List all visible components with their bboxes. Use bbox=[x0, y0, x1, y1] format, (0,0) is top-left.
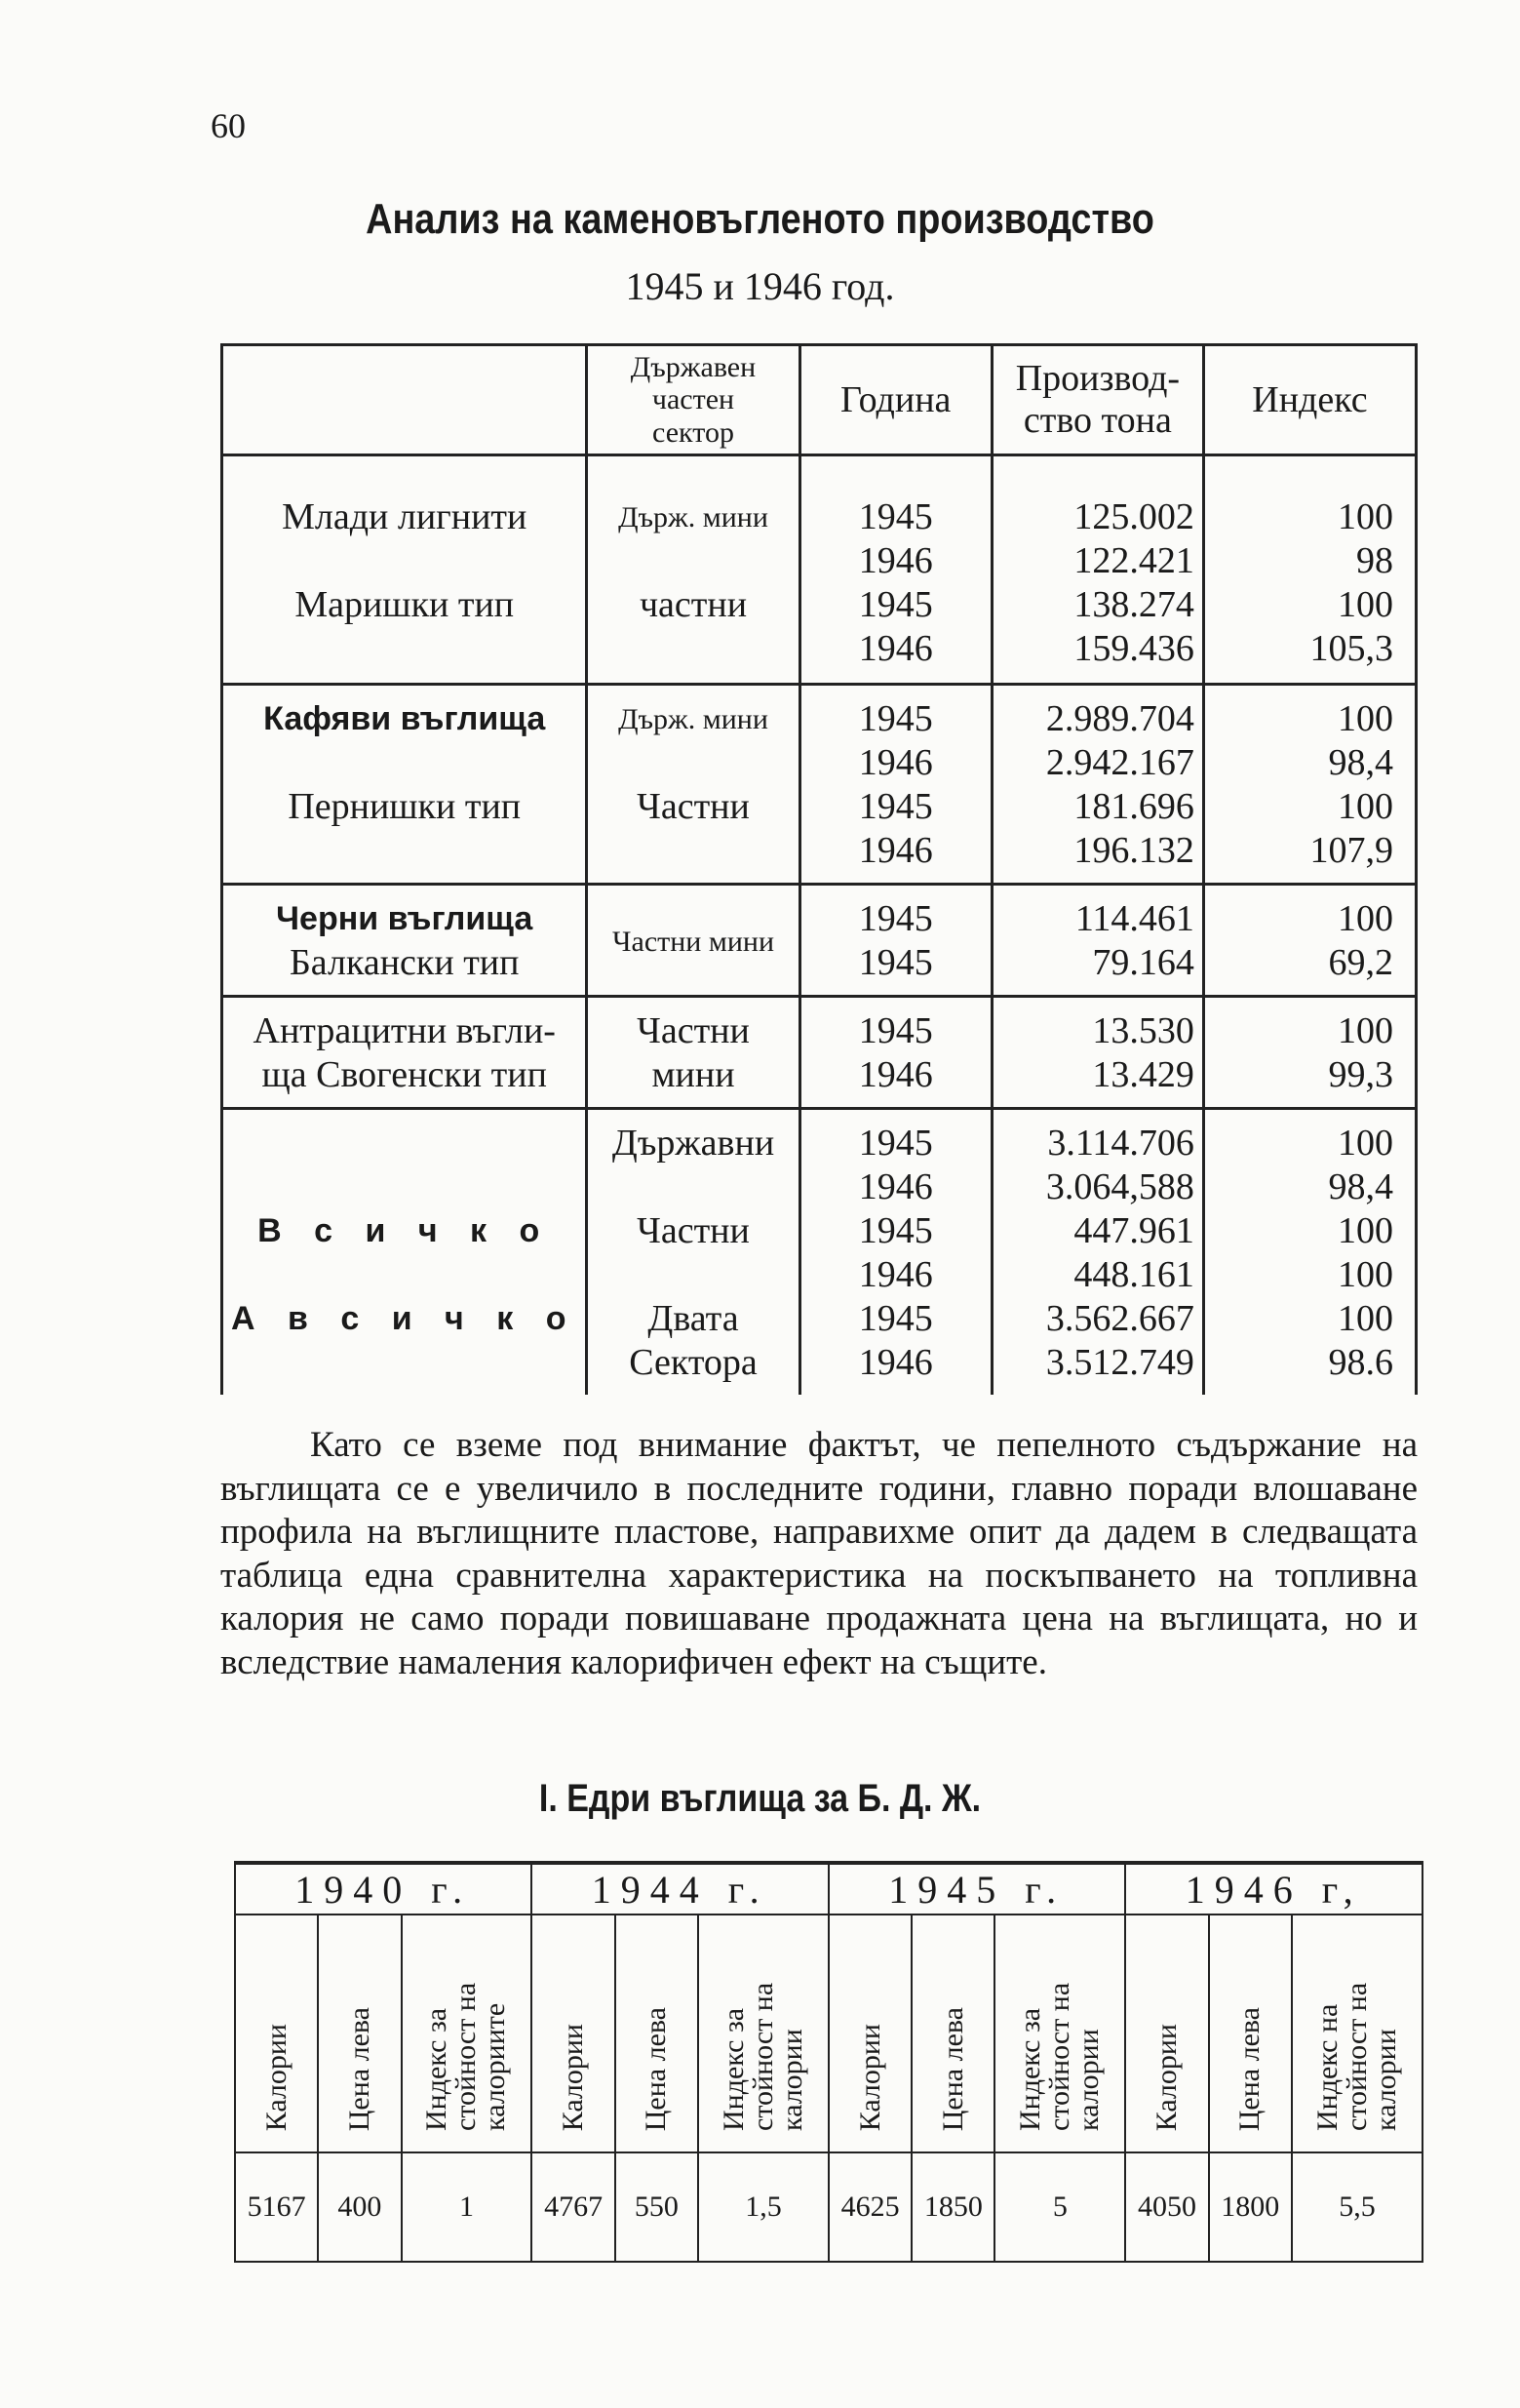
value-cell: 4625 bbox=[829, 2152, 912, 2262]
group-index-line: 100 bbox=[1338, 786, 1393, 827]
group-index-line: 100 bbox=[1338, 496, 1393, 537]
column-header bbox=[994, 1915, 1125, 2152]
group-name-line: Млади лигнити bbox=[282, 496, 527, 537]
column-header bbox=[1292, 1915, 1423, 2152]
year-header: 1940 г. bbox=[235, 1863, 531, 1915]
group-index-line: 99,3 bbox=[1328, 1054, 1393, 1095]
column-header-text: Цена лева bbox=[342, 2006, 375, 2131]
column-header-text: Цена лева bbox=[936, 2006, 969, 2131]
value-cell: 4050 bbox=[1125, 2152, 1208, 2262]
group-production bbox=[992, 455, 1203, 685]
group-index-line: 69,2 bbox=[1328, 942, 1393, 983]
group-index-line: 105,3 bbox=[1309, 628, 1393, 669]
group-name-line bbox=[231, 1253, 577, 1297]
column-header bbox=[531, 1915, 614, 2152]
group-index-line: 100 bbox=[1338, 898, 1393, 939]
group-index-line: 100 bbox=[1338, 698, 1393, 739]
column-header-text: Цена лева bbox=[1233, 2006, 1267, 2131]
body-paragraph: Като се вземе под внимание фактът, че пепелното съдържание на въглищата се е увеличило в последните години, главно поради влошаване профила на въглищните пластове, направихме опит да дадем в следващата таблица една сравнителна характеристика на поскъпването на топливна калория не само поради повишаване продажната цена на въглищата, но и вследствие намаления калорифичен ефект на същите. bbox=[220, 1425, 1418, 1682]
group-production-line: 79.164 bbox=[1092, 942, 1194, 983]
production-group bbox=[222, 997, 1417, 1109]
column-header-text: Цена лева bbox=[640, 2006, 673, 2131]
group-sector bbox=[587, 1109, 799, 1396]
group-years-line: 1946 bbox=[858, 1254, 933, 1295]
group-years-line: 1945 bbox=[858, 898, 933, 939]
group-production-line: 196.132 bbox=[1073, 830, 1194, 871]
group-name-line: В с и ч к о bbox=[257, 1212, 552, 1249]
group-production-line: 2.989.704 bbox=[1045, 698, 1194, 739]
group-sector-line: Сектора bbox=[629, 1342, 758, 1383]
group-name bbox=[222, 885, 587, 997]
value-cell: 5167 bbox=[235, 2152, 318, 2262]
group-production-line: 181.696 bbox=[1073, 786, 1194, 827]
group-index-line: 100 bbox=[1338, 1254, 1393, 1295]
group-production-line: 13.530 bbox=[1092, 1010, 1194, 1051]
group-sector-line: мини bbox=[651, 1054, 735, 1095]
group-index-line: 98 bbox=[1356, 540, 1393, 581]
section-title: I. Едри въглища за Б. Д. Ж. bbox=[538, 1777, 982, 1820]
group-sector-line: частни bbox=[639, 584, 748, 625]
value-cell: 1800 bbox=[1209, 2152, 1292, 2262]
group-name-line: Балкански тип bbox=[289, 942, 520, 983]
production-group bbox=[222, 455, 1417, 685]
group-production-line: 122.421 bbox=[1073, 540, 1194, 581]
group-name bbox=[222, 997, 587, 1109]
column-header bbox=[615, 1915, 698, 2152]
production-group bbox=[222, 685, 1417, 885]
header-production: Производ- ство тона bbox=[992, 345, 1203, 455]
group-index bbox=[1203, 685, 1416, 885]
group-name bbox=[222, 685, 587, 885]
group-name-line: ща Свогенски тип bbox=[261, 1054, 547, 1095]
group-production bbox=[992, 885, 1203, 997]
group-years bbox=[799, 885, 992, 997]
group-production bbox=[992, 997, 1203, 1109]
year-header: 1946 г, bbox=[1125, 1863, 1423, 1915]
group-index bbox=[1203, 1109, 1416, 1396]
year-header: 1945 г. bbox=[829, 1863, 1125, 1915]
group-sector-line bbox=[596, 1253, 790, 1297]
column-header-text: Калории bbox=[853, 2023, 886, 2131]
value-cell: 5 bbox=[994, 2152, 1125, 2262]
group-years-line: 1945 bbox=[858, 1298, 933, 1339]
year-header: 1944 г. bbox=[531, 1863, 828, 1915]
value-cell: 400 bbox=[318, 2152, 401, 2262]
production-table-header bbox=[222, 345, 1417, 455]
group-sector-line bbox=[596, 539, 790, 583]
group-sector bbox=[587, 685, 799, 885]
group-years-line: 1945 bbox=[858, 942, 933, 983]
group-index-line: 100 bbox=[1338, 1010, 1393, 1051]
group-years-line: 1945 bbox=[858, 1210, 933, 1251]
group-years-line: 1946 bbox=[858, 628, 933, 669]
group-production-line: 138.274 bbox=[1073, 584, 1194, 625]
value-cell: 1 bbox=[402, 2152, 532, 2262]
group-name-line bbox=[231, 1341, 577, 1385]
group-name-line bbox=[231, 741, 577, 785]
column-header bbox=[1125, 1915, 1208, 2152]
group-name-line: Черни въглища bbox=[276, 900, 533, 937]
group-sector-line: Частни bbox=[637, 1210, 750, 1251]
group-production bbox=[992, 685, 1203, 885]
column-header bbox=[912, 1915, 994, 2152]
group-sector-line bbox=[596, 741, 790, 785]
group-name-line bbox=[231, 1165, 577, 1209]
group-years-line: 1945 bbox=[858, 496, 933, 537]
column-header-text: Индекс за стойност на калориите bbox=[420, 1982, 512, 2131]
group-sector bbox=[587, 997, 799, 1109]
group-sector-line bbox=[596, 1165, 790, 1209]
group-production bbox=[992, 1109, 1203, 1396]
group-production-line: 13.429 bbox=[1092, 1054, 1194, 1095]
group-sector-line bbox=[596, 829, 790, 873]
group-index-line: 100 bbox=[1338, 1298, 1393, 1339]
group-index-line: 100 bbox=[1338, 1210, 1393, 1251]
column-header-text: Индекс за стойност на калории bbox=[717, 1982, 808, 2131]
group-index bbox=[1203, 997, 1416, 1109]
value-cell: 1850 bbox=[912, 2152, 994, 2262]
group-years-line: 1945 bbox=[858, 1123, 933, 1164]
page-subtitle: 1945 и 1946 год. bbox=[625, 264, 895, 308]
group-name-line: Кафяви въглища bbox=[263, 700, 546, 737]
group-production-line: 447.961 bbox=[1073, 1210, 1194, 1251]
group-production-line: 125.002 bbox=[1073, 496, 1194, 537]
group-name-line: А в с и ч к о bbox=[231, 1300, 578, 1337]
header-index: Индекс bbox=[1203, 345, 1416, 455]
group-name bbox=[222, 455, 587, 685]
group-index-line: 100 bbox=[1338, 1123, 1393, 1164]
group-sector-line: Частни bbox=[637, 1010, 750, 1051]
group-years-line: 1945 bbox=[858, 698, 933, 739]
group-years-line: 1945 bbox=[858, 786, 933, 827]
group-index-line: 98.6 bbox=[1328, 1342, 1393, 1383]
group-years bbox=[799, 997, 992, 1109]
value-cell: 5,5 bbox=[1292, 2152, 1423, 2262]
page-title: Анализ на каменовъгленото производство bbox=[366, 195, 1154, 243]
column-header-text: Индекс за стойност на калории bbox=[1014, 1982, 1106, 2131]
value-cell: 550 bbox=[615, 2152, 698, 2262]
group-production-line: 159.436 bbox=[1073, 628, 1194, 669]
page-number: 60 bbox=[211, 106, 246, 145]
group-index-line: 98,4 bbox=[1328, 742, 1393, 783]
column-header bbox=[235, 1915, 318, 2152]
group-production-line: 3.562.667 bbox=[1045, 1298, 1194, 1339]
group-years-line: 1945 bbox=[858, 584, 933, 625]
column-header bbox=[1209, 1915, 1292, 2152]
group-production-line: 2.942.167 bbox=[1045, 742, 1194, 783]
group-years-line: 1946 bbox=[858, 742, 933, 783]
column-header-text: Калории bbox=[557, 2023, 590, 2131]
group-production-line: 3.114.706 bbox=[1047, 1123, 1194, 1164]
header-year: Година bbox=[799, 345, 992, 455]
column-header-text: Калории bbox=[259, 2023, 292, 2131]
group-sector-line: Държ. мини bbox=[618, 501, 768, 533]
group-years-line: 1946 bbox=[858, 1342, 933, 1383]
group-index-line: 100 bbox=[1338, 584, 1393, 625]
group-production-line: 3.064,588 bbox=[1045, 1166, 1194, 1207]
group-name-line: Пернишки тип bbox=[288, 786, 522, 827]
group-name-line bbox=[231, 1122, 577, 1165]
group-index bbox=[1203, 885, 1416, 997]
header-sector: Държавен частен сектор bbox=[587, 345, 799, 455]
column-header-text: Калории bbox=[1150, 2023, 1184, 2131]
production-group bbox=[222, 1109, 1417, 1396]
production-group bbox=[222, 885, 1417, 997]
group-years-line: 1946 bbox=[858, 540, 933, 581]
group-sector-line: Частни мини bbox=[612, 925, 774, 958]
group-name-line: Маришки тип bbox=[294, 584, 515, 625]
group-years bbox=[799, 685, 992, 885]
group-sector-line bbox=[596, 627, 790, 671]
group-years-line: 1946 bbox=[858, 1166, 933, 1207]
group-production-line: 448.161 bbox=[1073, 1254, 1194, 1295]
group-years bbox=[799, 455, 992, 685]
group-sector bbox=[587, 455, 799, 685]
group-sector-line: Държавни bbox=[611, 1123, 775, 1164]
group-production-line: 114.461 bbox=[1074, 898, 1194, 939]
group-years-line: 1945 bbox=[858, 1010, 933, 1051]
group-sector bbox=[587, 885, 799, 997]
column-header bbox=[402, 1915, 532, 2152]
group-years bbox=[799, 1109, 992, 1396]
column-header bbox=[829, 1915, 912, 2152]
group-index-line: 107,9 bbox=[1309, 830, 1393, 871]
group-name-line bbox=[231, 539, 577, 583]
header-blank bbox=[222, 345, 587, 455]
group-name bbox=[222, 1109, 587, 1396]
group-production-line: 3.512.749 bbox=[1045, 1342, 1194, 1383]
calorie-table bbox=[234, 1861, 1423, 2263]
group-name-line: Антрацитни въгли- bbox=[253, 1010, 556, 1051]
group-sector-line: Двата bbox=[647, 1298, 739, 1339]
column-header-text: Индекс на стойност на калории bbox=[1310, 1982, 1402, 2131]
value-cell: 1,5 bbox=[698, 2152, 829, 2262]
group-index-line: 98,4 bbox=[1328, 1166, 1393, 1207]
group-years-line: 1946 bbox=[858, 1054, 933, 1095]
column-header bbox=[318, 1915, 401, 2152]
group-index bbox=[1203, 455, 1416, 685]
group-years-line: 1946 bbox=[858, 830, 933, 871]
value-cell: 4767 bbox=[531, 2152, 614, 2262]
production-table bbox=[220, 343, 1418, 1395]
group-sector-line: Частни bbox=[637, 786, 750, 827]
group-sector-line: Държ. мини bbox=[618, 703, 768, 735]
column-header bbox=[698, 1915, 829, 2152]
